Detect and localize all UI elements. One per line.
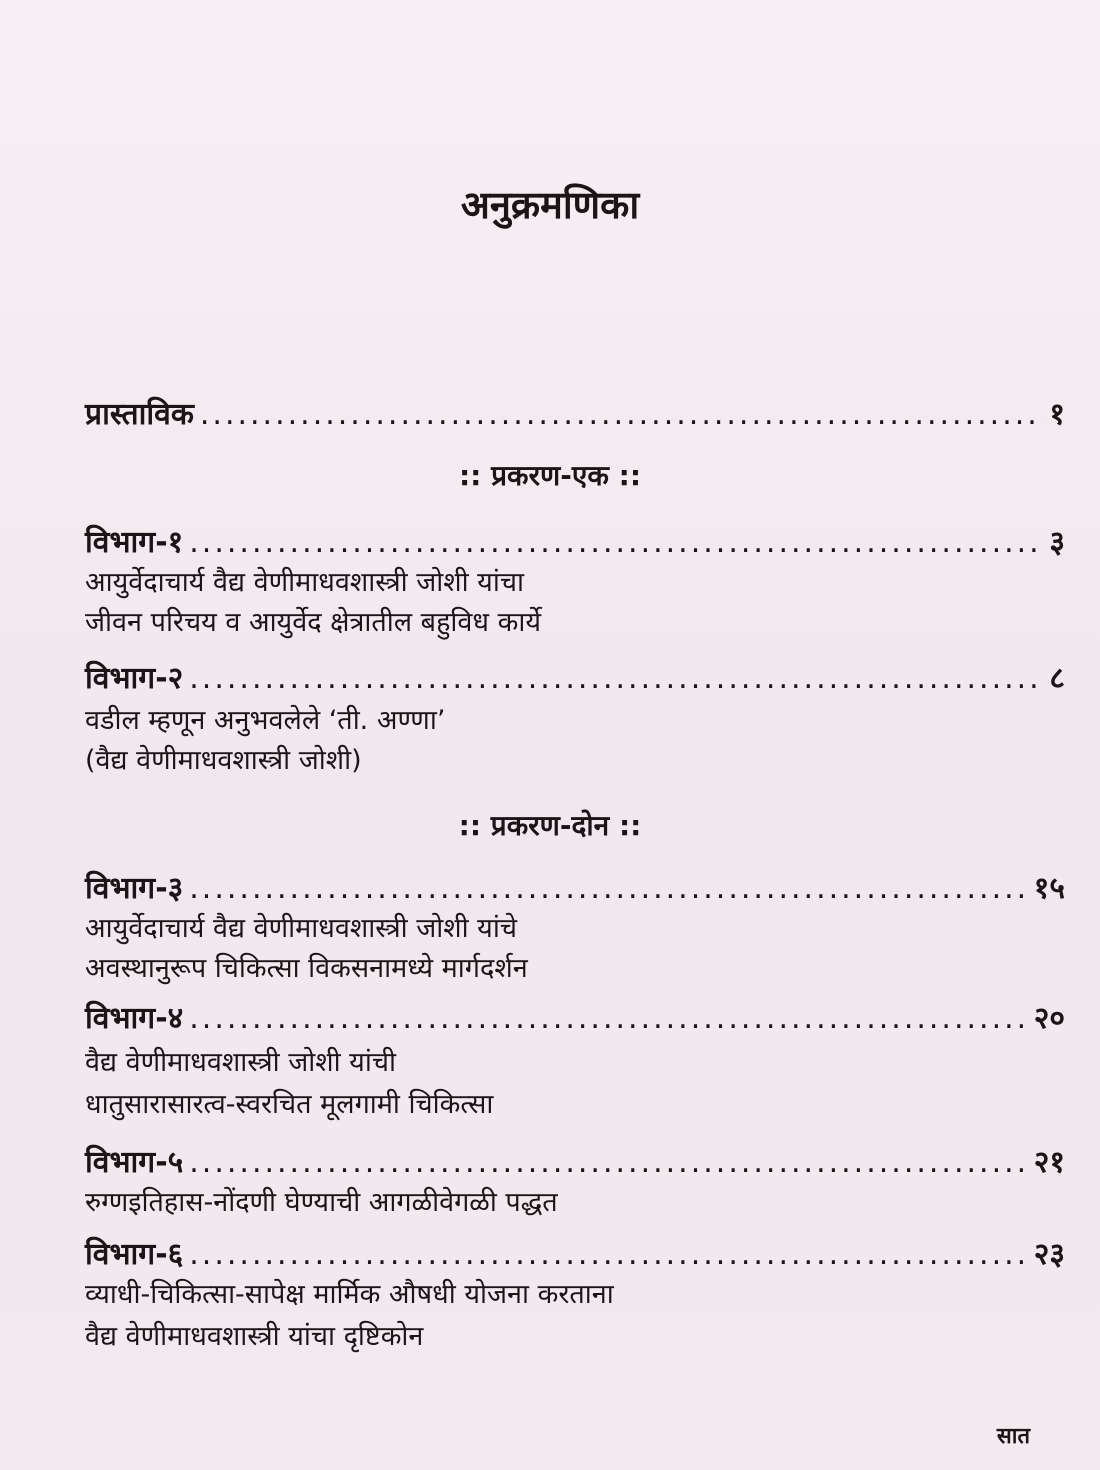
dot-leader <box>189 1001 1028 1036</box>
dot-leader <box>189 1237 1028 1272</box>
toc-entry-description: वैद्य वेणीमाधवशास्त्री यांचा दृष्टिकोन <box>85 1321 424 1352</box>
toc-page-number: २० <box>1033 1001 1065 1036</box>
toc-entry <box>85 996 1065 1037</box>
toc-entry <box>85 1140 1065 1181</box>
page-title: अनुक्रमणिका <box>460 183 640 227</box>
toc-entry-description: व्याधी-चिकित्सा-सापेक्ष मार्मिक औषधी योजना करताना <box>85 1279 614 1310</box>
toc-entry <box>85 1232 1065 1273</box>
section-heading-part-one: :: प्रकरण-एक :: <box>458 459 642 492</box>
toc-page-number: २३ <box>1033 1237 1065 1272</box>
dot-leader <box>200 397 1044 432</box>
toc-entry-description: आयुर्वेदाचार्य वैद्य वेणीमाधवशास्त्री जोशी यांचे <box>85 913 517 944</box>
toc-entry-description: जीवन परिचय व आयुर्वेद क्षेत्रातील बहुविध कार्ये <box>85 607 542 638</box>
toc-entry <box>85 656 1065 697</box>
dot-leader <box>189 1145 1028 1180</box>
toc-page-number: १ <box>1049 397 1065 432</box>
toc-page-number: ८ <box>1049 661 1065 696</box>
toc-entry-label: विभाग-६ <box>85 1237 184 1272</box>
page-footer-number: सात <box>996 1424 1030 1449</box>
toc-entry-description: वैद्य वेणीमाधवशास्त्री जोशी यांची <box>85 1047 396 1078</box>
toc-entry-description: वडील म्हणून अनुभवलेले ‘ती. अण्णा’ <box>85 705 446 736</box>
toc-entry-description: अवस्थानुरूप चिकित्सा विकसनामध्ये मार्गदर्शन <box>85 953 528 984</box>
toc-entry-description: आयुर्वेदाचार्य वैद्य वेणीमाधवशास्त्री जोशी यांचा <box>85 567 524 598</box>
toc-entry <box>85 520 1065 561</box>
toc-entry-label: विभाग-५ <box>85 1145 184 1180</box>
toc-entry-intro <box>85 392 1065 433</box>
toc-entry-description: धातुसारासारत्व-स्वरचित मूलगामी चिकित्सा <box>85 1089 494 1120</box>
dot-leader <box>189 525 1043 560</box>
toc-entry-label: विभाग-४ <box>85 1001 184 1036</box>
dot-leader <box>189 661 1043 696</box>
toc-entry-label: प्रास्ताविक <box>85 397 194 432</box>
toc-entry <box>85 866 1065 907</box>
toc-entry-label: विभाग-२ <box>85 661 184 696</box>
toc-entry-description: (वैद्य वेणीमाधवशास्त्री जोशी) <box>85 745 362 776</box>
toc-page-number: १५ <box>1033 871 1065 906</box>
toc-page-number: ३ <box>1049 525 1065 560</box>
toc-entry-label: विभाग-३ <box>85 871 184 906</box>
toc-entry-description: रुग्णइतिहास-नोंदणी घेण्याची आगळीवेगळी पद्धत <box>85 1187 558 1218</box>
toc-page-number: २१ <box>1033 1145 1065 1180</box>
dot-leader <box>189 871 1028 906</box>
toc-entry-label: विभाग-१ <box>85 525 184 560</box>
section-heading-part-two: :: प्रकरण-दोन :: <box>458 809 642 842</box>
